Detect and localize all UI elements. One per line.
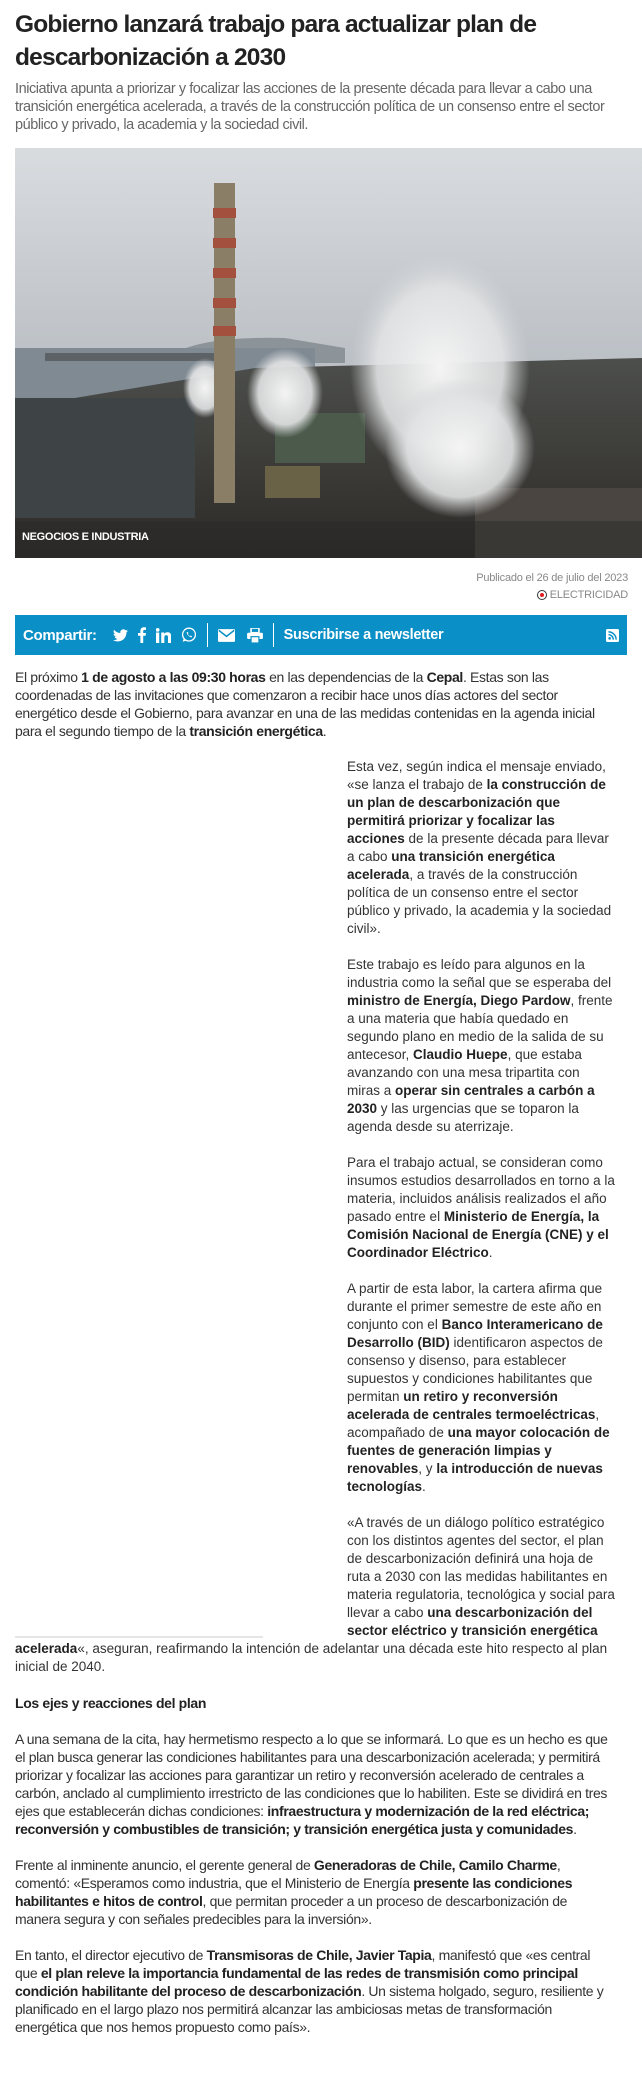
article-title: Gobierno lanzará trabajo para actualizar plan de descarbonización a 2030 [15, 11, 537, 71]
image-caption[interactable]: NEGOCIOS E INDUSTRIA [22, 531, 149, 543]
email-icon[interactable] [218, 629, 235, 642]
text: , que estaba avanzando con una mesa tripartita con miras a [347, 1047, 582, 1098]
ad-space [15, 762, 263, 1638]
category-label[interactable]: ELECTRICIDAD [549, 589, 628, 601]
whatsapp-icon[interactable] [181, 627, 197, 643]
bold-text: la construcción de un plan de descarbonización que permitirá priorizar y focalizar las acciones [347, 777, 606, 846]
twitter-icon[interactable] [113, 629, 128, 642]
text: , manifestó que «es central que [15, 1947, 591, 1981]
text: Para el trabajo actual, se consideran como insumos estudios desarrollados en torno a la materia, incluidos análisis realizados el año pasado entre el [347, 1155, 615, 1224]
share-divider [207, 623, 208, 647]
share-divider [273, 623, 274, 647]
text: y las urgencias que se toparon la agenda desde su aterrizaje. [347, 1101, 579, 1134]
text: , acompañado de [347, 1407, 600, 1440]
text: . [422, 1479, 426, 1494]
section-paragraph [15, 1856, 615, 1928]
bold-text: una descarbonización del sector eléctrico y transición energética acelerada [15, 1605, 598, 1656]
power-plant-photo [15, 148, 642, 558]
linkedin-icon[interactable] [156, 628, 171, 643]
text: , comentó: «Esperamos como industria, que el Ministerio de Energía [15, 1857, 561, 1891]
section [15, 1694, 615, 2036]
text: Este trabajo es leído para algunos en la industria como la señal que se esperaba del [347, 957, 612, 990]
bold-text: una transición energética acelerada [347, 849, 555, 882]
text: A partir de esta labor, la cartera afirma que durante el primer semestre de este año en conjunto con el [347, 1281, 603, 1332]
text: de la presente década para llevar a cabo [347, 831, 609, 864]
bold-text: Claudio Huepe [413, 1047, 508, 1062]
text: A una semana de la cita, hay hermetismo respecto a lo que se informará. Lo que es un hecho es que el plan busca generar las condiciones habilitantes para una descarbonización acelerada; y permitirá priorizar y focalizar las acciones para garantizar un retiro y reconversión acelerado de centrales a carbón, anclado al cumplimiento irrestricto de las condiciones que lo habiliten. Este se dividirá en tres ejes que establecerán dichas condiciones: [15, 1731, 608, 1819]
bold-text: infraestructura y modernización de la red eléctrica; reconversión y combustibles de transición; y transición energética justa y comunidades [15, 1803, 590, 1837]
category-dot-icon [537, 590, 547, 600]
intro-paragraph [15, 668, 615, 740]
print-icon[interactable] [247, 628, 263, 643]
bold-text: ministro de Energía, Diego Pardow [347, 993, 571, 1008]
image-caption-band [15, 521, 642, 558]
text: «, aseguran, reafirmando la intención de adelantar una década este hito respecto al plan inicial de 2040. [15, 1641, 608, 1674]
bold-text: una mayor colocación de fuentes de generación limpias y renovables [347, 1425, 610, 1476]
bold-text: operar sin centrales a carbón a 2030 [347, 1083, 595, 1116]
text: Frente al inminente anuncio, el gerente general de [15, 1857, 314, 1873]
rss-icon[interactable] [606, 629, 619, 642]
published-date: Publicado el 26 de julio del 2023 [476, 572, 628, 584]
bold-text: Ministerio de Energía, la Comisión Nacional de Energía (CNE) y el Coordinador Eléctrico [347, 1209, 609, 1260]
bold-text: la introducción de nuevas tecnologías [347, 1461, 603, 1494]
text: . Estas son las coordenadas de las invitaciones que comenzaron a recibir hace unos días actores del sector energético desde el Gobierno, para avanzar en una de las medidas contenidas en la agenda inicial para el segundo tiempo de la [15, 669, 595, 739]
article-body [15, 668, 615, 2054]
category-link[interactable] [537, 587, 628, 603]
text: . [573, 1821, 577, 1837]
article-meta [476, 570, 628, 603]
article-header [15, 0, 629, 134]
text: Esta vez, según indica el mensaje enviado, «se lanza el trabajo de [347, 759, 606, 792]
bold-text: Banco Interamericano de Desarrollo (BID) [347, 1317, 603, 1350]
text: en las dependencias de la [265, 669, 427, 685]
share-label: Compartir: [23, 626, 97, 644]
bold-text: 1 de agosto a las 09:30 horas [81, 669, 266, 685]
text: , y [418, 1461, 437, 1476]
section-paragraph [15, 1730, 615, 1838]
newsletter-link[interactable]: Suscribirse a newsletter [283, 627, 444, 643]
share-bar [15, 615, 627, 655]
bold-text: Generadoras de Chile, Camilo Charme [313, 1857, 557, 1873]
article-subtitle: Iniciativa apunta a priorizar y focalizar las acciones de la presente década para llevar a cabo una transición energética acelerada, a través de la construcción política de un consenso entre el sector público y privado, la academia y la sociedad civil. [15, 81, 605, 133]
text: . [322, 723, 327, 739]
bold-text: el plan releve la importancia fundamental de las redes de transmisión como principal condición habilitante del proceso de descarbonización [15, 1965, 578, 1999]
bold-text: Cepal [426, 669, 463, 685]
bold-text: un retiro y reconversión acelerada de centrales termoeléctricas [347, 1389, 596, 1422]
bold-text: Transmisoras de Chile, Javier Tapia [206, 1947, 432, 1963]
text: En tanto, el director ejecutivo de [15, 1947, 207, 1963]
hero-image [15, 148, 642, 558]
section-heading: Los ejes y reacciones del plan [15, 1695, 207, 1711]
text: identificaron aspectos de consenso y disenso, para establecer supuestos y condiciones habilitantes que permitan [347, 1335, 603, 1404]
text: , frente a una materia que había quedado en segundo plano en medio de la salida de su antecesor, [347, 993, 613, 1062]
bold-text: presente las condiciones habilitantes e hitos de control [15, 1875, 573, 1909]
text: , que permitan proceder a un proceso de descarbonización de manera segura y con señales predecibles para la inversión». [15, 1893, 568, 1927]
section-paragraph [15, 1946, 615, 2036]
text: , a través de la construcción política de un consenso entre el sector público y privado, la academia y la sociedad civil». [347, 867, 612, 936]
facebook-icon[interactable] [138, 627, 146, 643]
text: El próximo [15, 669, 82, 685]
text: . Un sistema holgado, seguro, resiliente y planificado en el largo plazo nos permitirá alcanzar las ambiciosas metas de transformación energética que nos hemos propuesto como país». [15, 1983, 604, 2035]
bold-text: transición energética [189, 723, 323, 739]
text: «A través de un diálogo político estratégico con los distintos agentes del sector, el plan de descarbonización definirá una hoja de ruta a 2030 con las medidas habilitantes en materia regulatoria, tecnológica y social para llevar a cabo [347, 1515, 615, 1620]
text: . [488, 1245, 493, 1260]
